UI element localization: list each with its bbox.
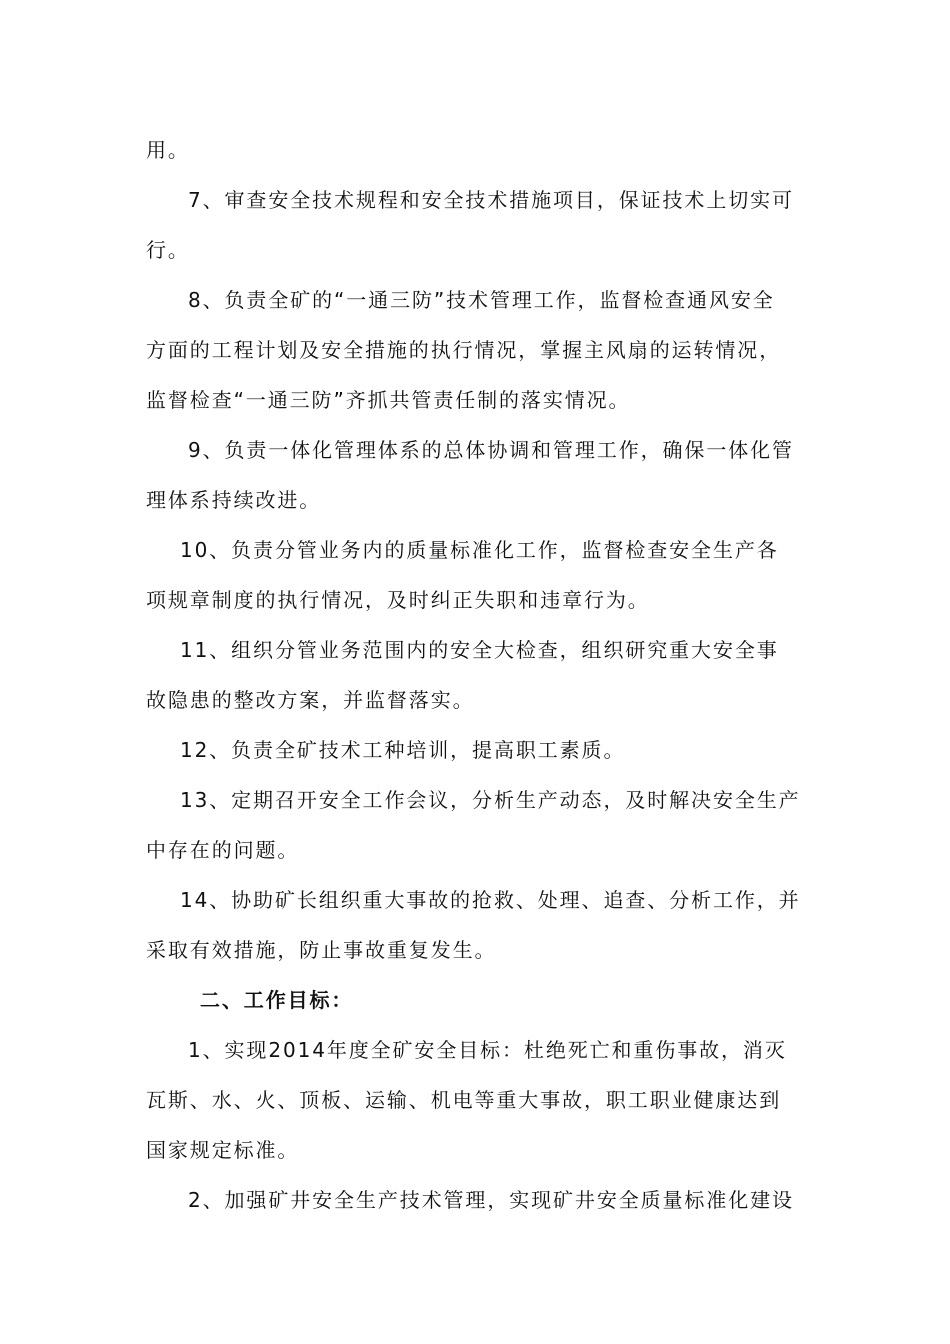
- text-line: 9、负责一体化管理体系的总体协调和管理工作，确保一体化管: [188, 438, 794, 462]
- text-line: 方面的工程计划及安全措施的执行情况，掌握主风扇的运转情况，: [146, 338, 782, 362]
- text-line: 2、加强矿井安全生产技术管理，实现矿井安全质量标准化建设: [188, 1188, 794, 1212]
- text-line: 行。: [146, 238, 190, 262]
- text-line: 采取有效措施，防止事故重复发生。: [146, 938, 497, 962]
- text-line: 12、负责全矿技术工种培训，提高职工素质。: [180, 738, 626, 762]
- section-heading: 二、工作目标：: [200, 988, 354, 1012]
- text-line: 10、负责分管业务内的质量标准化工作，监督检查安全生产各: [180, 538, 779, 562]
- text-line: 监督检查“一通三防”齐抓共管责任制的落实情况。: [146, 388, 631, 412]
- text-line: 11、组织分管业务范围内的安全大检查，组织研究重大安全事: [180, 638, 779, 662]
- text-line: 1、实现2014年度全矿安全目标：杜绝死亡和重伤事故，消灭: [188, 1038, 787, 1062]
- text-line: 项规章制度的执行情况，及时纠正失职和违章行为。: [146, 588, 650, 612]
- text-line: 7、审查安全技术规程和安全技术措施项目，保证技术上切实可: [188, 188, 794, 212]
- text-line: 14、协助矿长组织重大事故的抢救、处理、追查、分析工作，并: [180, 888, 801, 912]
- text-line: 13、定期召开安全工作会议，分析生产动态，及时解决安全生产: [180, 788, 801, 812]
- text-line: 理体系持续改进。: [146, 488, 322, 512]
- text-line: 国家规定标准。: [146, 1138, 300, 1162]
- text-line: 8、负责全矿的“一通三防”技术管理工作，监督检查通风安全: [188, 288, 775, 312]
- text-line: 中存在的问题。: [146, 838, 300, 862]
- text-line: 故隐患的整改方案，并监督落实。: [146, 688, 475, 712]
- text-line: 瓦斯、水、火、顶板、运输、机电等重大事故，职工职业健康达到: [146, 1088, 782, 1112]
- text-line: 用。: [146, 138, 190, 162]
